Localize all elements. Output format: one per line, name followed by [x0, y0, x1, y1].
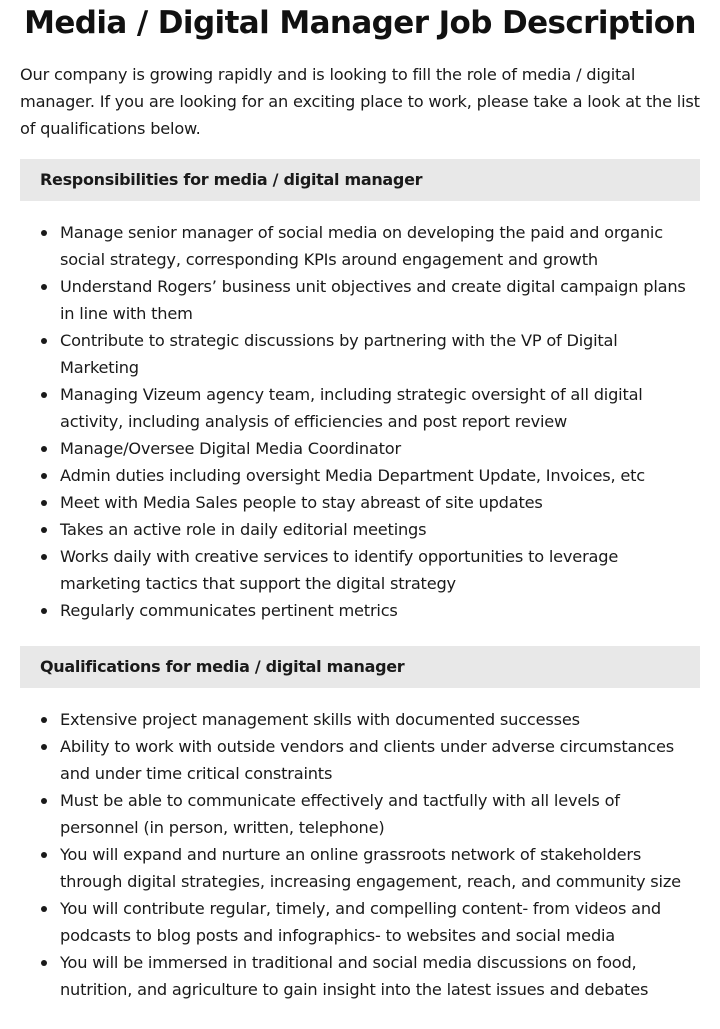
bullet-icon	[41, 744, 47, 750]
list-item-text: Managing Vizeum agency team, including strategic oversight of all digital activity, including analysis of efficiencies and post report review	[60, 385, 643, 431]
list-item-text: Manage/Oversee Digital Media Coordinator	[60, 439, 401, 458]
list-item-text: Works daily with creative services to identify opportunities to leverage marketing tactics that support the digital strategy	[60, 547, 619, 593]
bullet-icon	[41, 960, 47, 966]
list-item-text: Extensive project management skills with documented successes	[60, 710, 580, 729]
list-item	[20, 949, 700, 1003]
list-item	[20, 841, 700, 895]
list-item-text: Regularly communicates pertinent metrics	[60, 601, 398, 620]
list-item-text: Ability to work with outside vendors and clients under adverse circumstances and under time critical constraints	[60, 737, 674, 783]
bullet-icon	[41, 284, 47, 290]
bullet-icon	[41, 527, 47, 533]
bullet-icon	[41, 906, 47, 912]
list-item	[20, 273, 700, 327]
page-title: Media / Digital Manager Job Description	[24, 5, 696, 41]
bullet-icon	[41, 500, 47, 506]
qualifications-heading: Qualifications for media / digital manager	[20, 646, 700, 688]
list-item	[20, 543, 700, 597]
bullet-icon	[41, 798, 47, 804]
list-item	[20, 706, 700, 733]
bullet-icon	[41, 338, 47, 344]
bullet-icon	[41, 852, 47, 858]
list-item-text: Manage senior manager of social media on developing the paid and organic social strategy, corresponding KPIs around engagement and growth	[60, 223, 663, 269]
list-item	[20, 327, 700, 381]
list-item	[20, 381, 700, 435]
bullet-icon	[41, 392, 47, 398]
list-item-text: Contribute to strategic discussions by partnering with the VP of Digital Marketing	[60, 331, 618, 377]
responsibilities-list	[20, 219, 700, 624]
list-item	[20, 516, 700, 543]
bullet-icon	[41, 717, 47, 723]
list-item	[20, 489, 700, 516]
list-item-text: You will be immersed in traditional and social media discussions on food, nutrition, and agriculture to gain insight into the latest issues and debates	[60, 953, 649, 999]
responsibilities-heading: Responsibilities for media / digital manager	[20, 159, 700, 201]
list-item-text: Takes an active role in daily editorial meetings	[60, 520, 427, 539]
list-item	[20, 219, 700, 273]
bullet-icon	[41, 608, 47, 614]
list-item	[20, 733, 700, 787]
list-item-text: Must be able to communicate effectively and tactfully with all levels of personnel (in person, written, telephone)	[60, 791, 620, 837]
list-item-text: You will expand and nurture an online grassroots network of stakeholders through digital strategies, increasing engagement, reach, and community size	[60, 845, 681, 891]
list-item	[20, 462, 700, 489]
section-spacer	[20, 624, 700, 629]
qualifications-list	[20, 706, 700, 1003]
list-item	[20, 435, 700, 462]
bullet-icon	[41, 554, 47, 560]
list-item	[20, 597, 700, 624]
intro-paragraph: Our company is growing rapidly and is looking to fill the role of media / digital manager. If you are looking for an exciting place to work, please take a look at the list of qualifications below.	[20, 65, 700, 138]
list-item-text: Meet with Media Sales people to stay abreast of site updates	[60, 493, 543, 512]
list-item-text: You will contribute regular, timely, and compelling content- from videos and podcasts to blog posts and infographics- to websites and social media	[60, 899, 661, 945]
list-item-text: Understand Rogers’ business unit objectives and create digital campaign plans in line with them	[60, 277, 686, 323]
bullet-icon	[41, 473, 47, 479]
list-item	[20, 895, 700, 949]
list-item-text: Admin duties including oversight Media Department Update, Invoices, etc	[60, 466, 645, 485]
bullet-icon	[41, 446, 47, 452]
list-item	[20, 787, 700, 841]
bullet-icon	[41, 230, 47, 236]
